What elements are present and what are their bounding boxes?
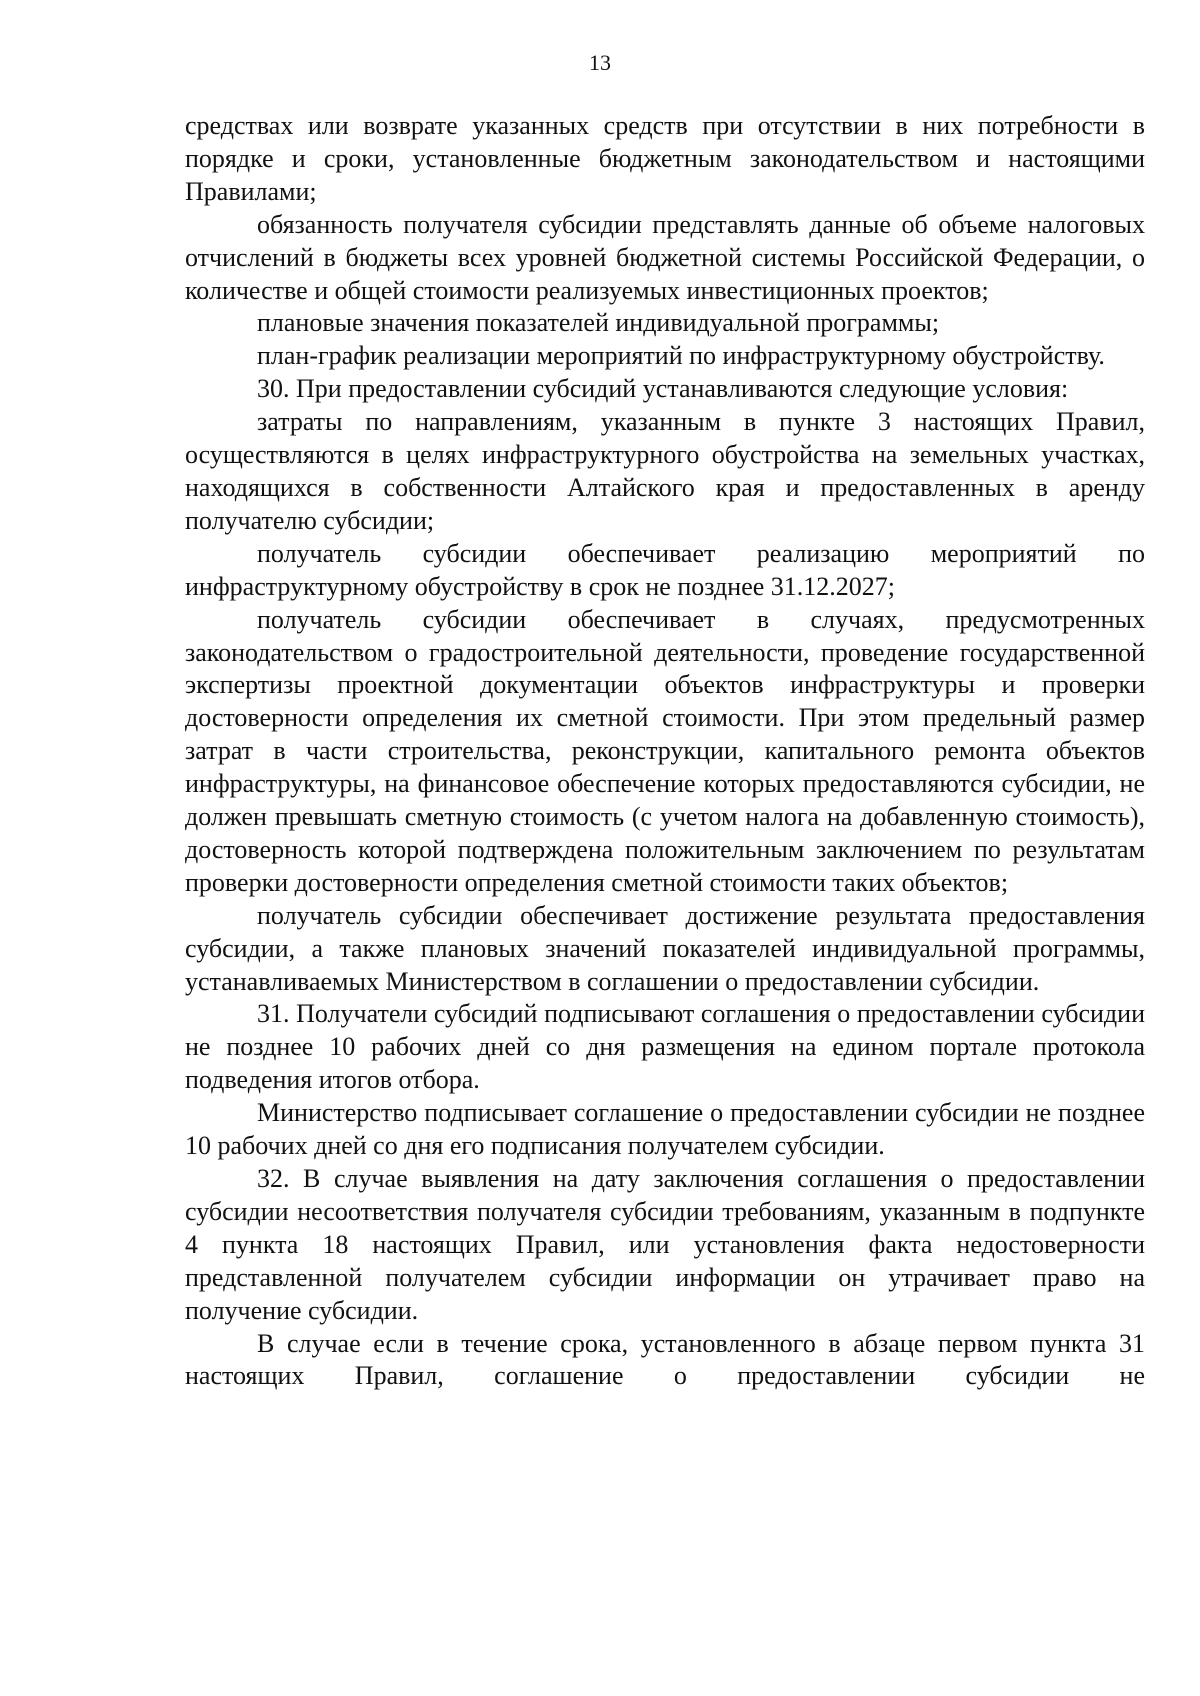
paragraph-clause-32: 32. В случае выявления на дату заключения соглашения о предоставлении субсидии несоответствия получателя субсидии требованиям, указанным в подпункте 4 пункта 18 настоящих Правил, или установления факта недостоверности представленной получателем субсидии информации он утрачивает право на получение субсидии. xyxy=(185,1164,1145,1325)
paragraph-clause-30: 30. При предоставлении субсидий устанавливаются следующие условия: xyxy=(257,374,1069,404)
paragraph-expertise-condition: получатель субсидии обеспечивает в случаях, предусмотренных законодательством о градостроительной деятельности, проведение государственной экспертизы проектной документации объектов инфраструктуры и проверки достоверности определения их сметной стоимости. При этом предельный размер затрат в части строительства, реконструкции, капитального ремонта объектов инфраструктуры, на финансовое обеспечение которых предоставляются субсидии, не должен превышать сметную стоимость (с учетом налога на добавленную стоимость), достоверность которой подтверждена положительным заключением по результатам проверки достоверности определения сметной стоимости таких объектов; xyxy=(185,604,1145,897)
paragraph-clause-31: 31. Получатели субсидий подписывают соглашения о предоставлении субсидии не позднее 10 рабочих дней со дня размещения на едином портале протокола подведения итогов отбора. xyxy=(185,999,1145,1095)
document-body xyxy=(185,110,1145,1393)
paragraph-schedule: план-график реализации мероприятий по инфраструктурному обустройству. xyxy=(257,341,1105,371)
paragraph-tax-reporting-duty: обязанность получателя субсидии представлять данные об объеме налоговых отчислений в бюджеты всех уровней бюджетной системы Российской Федерации, о количестве и общей стоимости реализуемых инвестиционных проектов; xyxy=(185,209,1145,305)
paragraph-budget-return: средствах или возврате указанных средств при отсутствии в них потребности в порядке и сроки, установленные бюджетным законодательством и настоящими Правилами; xyxy=(185,111,1145,206)
paragraph-costs-condition: затраты по направлениям, указанным в пункте 3 настоящих Правил, осуществляются в целях инфраструктурного обустройства на земельных участках, находящихся в собственности Алтайского края и предоставленных в аренду получателю субсидии; xyxy=(185,407,1145,535)
page-number: 13 xyxy=(589,50,611,75)
paragraph-ministry-signing: Министерство подписывает соглашение о предоставлении субсидии не позднее 10 рабочих дней со дня его подписания получателем субсидии. xyxy=(185,1098,1145,1161)
paragraph-result-condition: получатель субсидии обеспечивает достижение результата предоставления субсидии, а также плановых значений показателей индивидуальной программы, устанавливаемых Министерством в соглашении о предоставлении субсидии. xyxy=(185,900,1145,996)
paragraph-deadline-condition: получатель субсидии обеспечивает реализацию мероприятий по инфраструктурному обустройству в срок не позднее 31.12.2027; xyxy=(185,538,1145,601)
paragraph-continuation: В случае если в течение срока, установленного в абзаце первом пункта 31 настоящих Правил, соглашение о предоставлении субсидии не xyxy=(185,1328,1145,1391)
paragraph-planned-indicators: плановые значения показателей индивидуальной программы; xyxy=(257,308,940,338)
